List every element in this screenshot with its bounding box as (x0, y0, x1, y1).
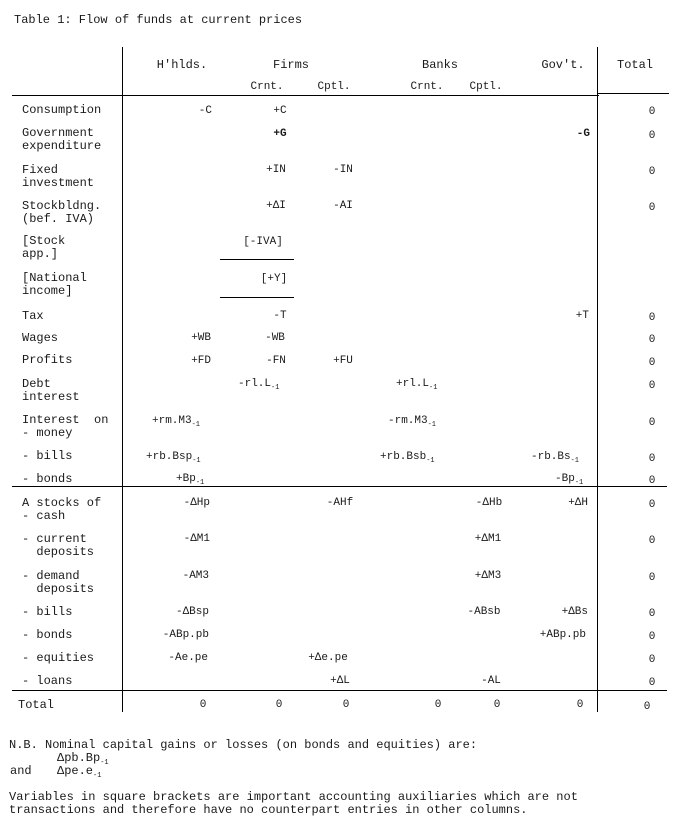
table-title: Table 1: Flow of funds at current prices (14, 13, 303, 27)
cell-total-current-deposits: 0 (648, 535, 656, 547)
vertical-rule-left (122, 47, 123, 712)
row-label-interest-bonds: - bonds (22, 472, 73, 486)
cell-households-interest-bills: +rb.Bsp$_{-1}$ (146, 451, 201, 465)
row-label-stock-appreciation: [Stock app.] (22, 234, 66, 261)
row-label-stocks-bills: - bills (22, 605, 73, 619)
vertical-rule-right (597, 47, 598, 712)
cell-total-bonds: 0 (648, 631, 656, 643)
cell-banks-capital-cash: -ΔHb (475, 497, 503, 509)
cell-govt-tax: +T (575, 310, 589, 322)
cell-total-government: 0 (648, 130, 656, 142)
cell-firms-current-national-income: [+Y] (260, 273, 288, 285)
cell-households-interest-bonds: $+Bp_{-1}$ (176, 473, 205, 487)
cell-firms-current-stockbuilding: +ΔI (266, 200, 286, 212)
cell-total-profits: 0 (648, 357, 656, 369)
col-subheader-banks-capital: Cptl. (469, 81, 503, 93)
cell-banks-current-debt-interest: $+rl.L_{-1}$ (396, 378, 438, 392)
cell-govt-cash: +ΔH (568, 497, 588, 509)
col-header-total: Total (616, 58, 654, 72)
col-subheader-firms-current: Crnt. (250, 81, 284, 93)
cell-firms-current-consumption: +C (273, 105, 287, 117)
cell-firms-current-tax: -T (273, 310, 287, 322)
row-label-total: Total (18, 698, 55, 712)
cell-firms-capital-loans: +ΔL (330, 675, 350, 687)
cell-firms-current-profits: -FN (266, 355, 286, 367)
cell-households-demand-deposits: -AM3 (182, 570, 209, 582)
row-label-interest-bills: - bills (22, 449, 73, 463)
note-paragraph-line1: Variables in square brackets are important accounting auxiliaries which are not (9, 790, 578, 804)
col-header-govt: Gov't. (541, 58, 585, 72)
cell-firms-capital-stockbuilding: -AI (333, 200, 353, 212)
row-label-government-expenditure: Government expenditure (22, 126, 102, 153)
cell-firms-current-government: +G (273, 128, 287, 140)
row-label-stocks-cash: A stocks of - cash (22, 496, 102, 523)
cell-total-cash: 0 (648, 499, 656, 511)
cell-total-stockbuilding: 0 (648, 202, 656, 214)
row-label-national-income: [National income] (22, 271, 87, 298)
note-paragraph-line2: transactions and therefore have no counterpart entries in other columns. (9, 803, 528, 817)
cell-total-interest-money: 0 (648, 417, 656, 429)
col-header-households: H'hlds. (156, 58, 208, 72)
cell-banks-capital-bills: -ABsb (467, 606, 501, 618)
row-label-debt-interest: Debt interest (22, 377, 80, 404)
cell-households-total: 0 (199, 699, 207, 711)
row-label-equities: - equities (22, 651, 95, 665)
cell-households-equities: -Ae.pe (168, 652, 208, 664)
row-label-interest-money: Interest on - money (22, 413, 109, 440)
col-header-firms: Firms (272, 58, 310, 72)
cell-firms-capital-cash: -AHf (326, 497, 354, 509)
cell-govt-total: 0 (576, 699, 584, 711)
cell-total-equities: 0 (648, 654, 656, 666)
cell-total-loans: 0 (648, 677, 656, 689)
row-label-tax: Tax (22, 309, 44, 323)
cell-total-wages: 0 (648, 334, 656, 346)
cell-firms-current-stock-appreciation: [-IVA] (243, 236, 283, 248)
cell-total-bills: 0 (648, 608, 656, 620)
cell-total-demand-deposits: 0 (648, 572, 656, 584)
cell-total-investment: 0 (648, 166, 656, 178)
cell-total-interest-bonds: 0 (648, 475, 656, 487)
cell-total-grand-total: 0 (643, 701, 651, 713)
note-nb-bonds-gain: $\Delta pb.Bp_{-1}$ (57, 751, 109, 767)
cell-total-consumption: 0 (648, 106, 656, 118)
cell-govt-interest-bills: $-rb.Bs_{-1}$ (531, 451, 580, 465)
cell-households-bonds: -ABp.pb (162, 629, 209, 641)
row-label-wages: Wages (22, 331, 59, 345)
note-nb-and: and (10, 764, 32, 778)
cell-firms-capital-investment: -IN (333, 164, 353, 176)
cell-households-wages: +WB (191, 332, 211, 344)
cell-households-cash: -ΔHp (183, 497, 210, 509)
row-label-profits: Profits (22, 353, 73, 367)
cell-households-interest-money: $+rm.M3_{-1}$ (152, 415, 201, 429)
cell-firms-current-total: 0 (275, 699, 283, 711)
cell-banks-capital-loans: -AL (481, 675, 501, 687)
cell-banks-current-total: 0 (434, 699, 442, 711)
cell-total-interest-bills: 0 (648, 453, 656, 465)
header-rule-total (597, 93, 669, 94)
note-nb-line1: N.B. Nominal capital gains or losses (on bonds and equities) are: (9, 738, 478, 752)
cell-firms-capital-profits: +FU (333, 355, 353, 367)
total-rule (12, 690, 667, 691)
row-label-fixed-investment: Fixed investment (22, 163, 95, 190)
col-header-banks: Banks (421, 58, 459, 72)
cell-banks-capital-current-deposits: +ΔM1 (474, 533, 502, 545)
col-subheader-firms-capital: Cptl. (317, 81, 351, 93)
cell-firms-current-debt-interest: $-rl.L_{-1}$ (238, 378, 280, 392)
cell-govt-bills: +ΔBs (561, 606, 588, 618)
header-rule (12, 95, 599, 96)
bracket-rule-bottom (220, 297, 294, 298)
cell-firms-current-wages: -WB (265, 332, 285, 344)
cell-banks-current-interest-money: $-rm.M3_{-1}$ (388, 415, 437, 429)
cell-banks-current-interest-bills: +rb.Bsb$_{-1}$ (380, 451, 435, 465)
cell-govt-government: -G (576, 128, 590, 140)
row-label-current-deposits: - current deposits (22, 532, 95, 559)
row-label-demand-deposits: - demand deposits (22, 569, 95, 596)
cell-households-bills: -ΔBsp (175, 606, 209, 618)
row-label-loans: - loans (22, 674, 73, 688)
cell-firms-capital-total: 0 (342, 699, 350, 711)
cell-total-tax: 0 (648, 312, 656, 324)
cell-govt-interest-bonds: $-Bp_{-1}$ (555, 473, 584, 487)
cell-banks-capital-total: 0 (493, 699, 501, 711)
col-subheader-banks-current: Crnt. (410, 81, 444, 93)
row-label-stockbuilding: Stockbldng. (bef. IVA) (22, 199, 102, 226)
cell-firms-current-investment: +IN (266, 164, 286, 176)
row-label-consumption: Consumption (22, 103, 102, 117)
cell-firms-capital-equities: +Δe.pe (308, 652, 348, 664)
row-label-stocks-bonds: - bonds (22, 628, 73, 642)
cell-households-current-deposits: -ΔM1 (183, 533, 210, 545)
cell-total-debt-interest: 0 (648, 380, 656, 392)
cell-households-consumption: -C (198, 105, 212, 117)
cell-households-profits: +FD (191, 355, 211, 367)
cell-govt-bonds: +ABp.pb (539, 629, 586, 641)
cell-banks-capital-demand-deposits: +ΔM3 (474, 570, 502, 582)
bracket-rule-top (220, 259, 294, 260)
note-nb-equities-gain: $\Delta pe.e_{-1}$ (57, 764, 102, 780)
